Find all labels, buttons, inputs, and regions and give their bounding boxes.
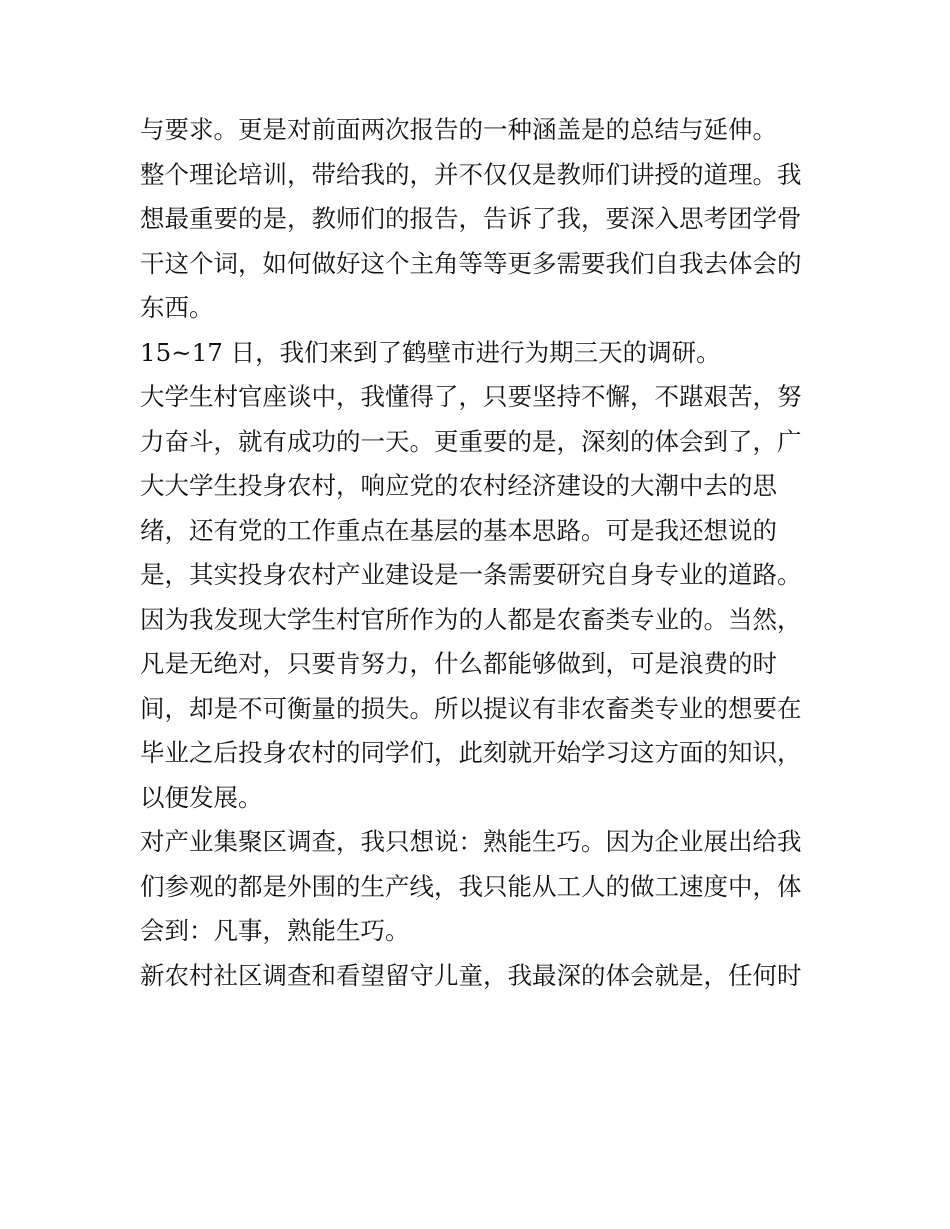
text-line: 是，其实投身农村产业建设是一条需要研究自身专业的道路。: [140, 560, 802, 589]
text-line: 15~17 日，我们来到了鹤壁市进行为期三天的调研。: [140, 337, 721, 367]
text-line: 与要求。更是对前面两次报告的一种涵盖是的总结与延伸。: [140, 115, 777, 144]
text-line: 凡是无绝对，只要肯努力，什么都能够做到，可是浪费的时: [140, 649, 777, 678]
text-line: 对产业集聚区调查，我只想说：熟能生巧。因为企业展出给我: [140, 827, 802, 856]
text-line: 大大学生投身农村，响应党的农村经济建设的大潮中去的思: [140, 471, 777, 500]
text-line: 大学生村官座谈中，我懂得了，只要坚持不懈，不踸艰苦，努: [140, 382, 802, 411]
text-line: 们参观的都是外围的生产线，我只能从工人的做工速度中，体: [140, 871, 802, 901]
text-line: 以便发展。: [140, 782, 263, 812]
text-line: 会到：凡事，熟能生巧。: [140, 916, 410, 945]
text-line: 新农村社区调查和看望留守儿童，我最深的体会就是，任何时: [140, 960, 802, 990]
text-line: 因为我发现大学生村官所作为的人都是农畜类专业的。当然，: [140, 604, 802, 634]
text-line: 干这个词，如何做好这个主角等等更多需要我们自我去体会的: [140, 248, 802, 278]
text-line: 间，却是不可衡量的损失。所以提议有非农畜类专业的想要在: [140, 693, 802, 723]
text-line: 整个理论培训，带给我的，并不仅仅是教师们讲授的道理。我: [140, 159, 802, 189]
text-line: 绪，还有党的工作重点在基层的基本思路。可是我还想说的: [140, 515, 777, 545]
document-body: [140, 108, 820, 998]
text-line: 东西。: [140, 293, 214, 322]
text-line: 力奋斗，就有成功的一天。更重要的是，深刻的体会到了，广: [140, 426, 802, 456]
text-line: 毕业之后投身农村的同学们，此刻就开始学习这方面的知识，: [140, 738, 802, 767]
text-line: 想最重要的是，教师们的报告，告诉了我，要深入思考团学骨: [140, 204, 802, 233]
